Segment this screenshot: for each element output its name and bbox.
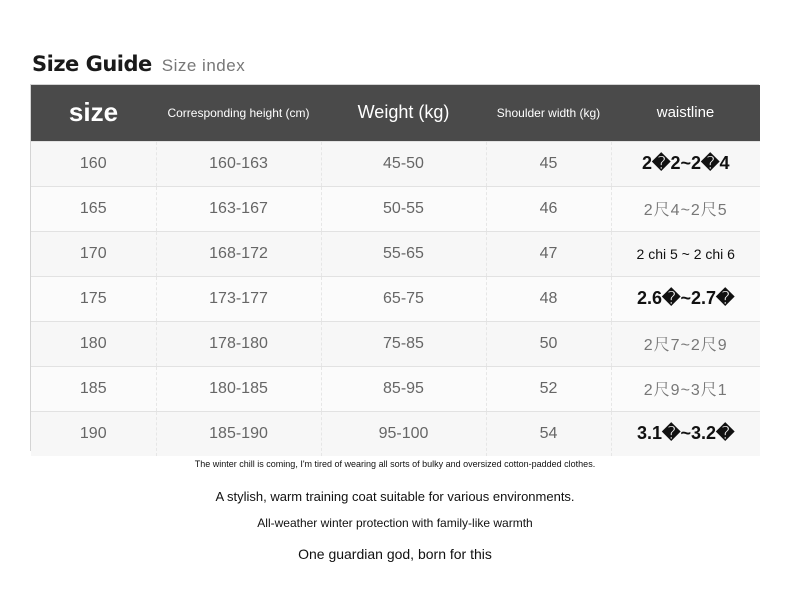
header xyxy=(32,52,245,76)
footer-line-3: All-weather winter protection with family-like warmth xyxy=(257,516,533,530)
column-header-waistline: waistline xyxy=(656,104,715,122)
cell-waist: 2 chi 5 ~ 2 chi 6 xyxy=(636,245,735,262)
column-header-weight: Weight (kg) xyxy=(357,102,450,123)
cell-shoulder: 50 xyxy=(486,321,611,366)
cell-weight: 85-95 xyxy=(321,366,486,411)
table-row xyxy=(31,321,760,366)
cell-shoulder: 52 xyxy=(486,366,611,411)
cell-height: 168-172 xyxy=(156,231,321,276)
cell-shoulder: 48 xyxy=(486,276,611,321)
cell-waist: 2�2~2�4 xyxy=(642,153,730,173)
table-row xyxy=(31,366,760,411)
footer-line-4: One guardian god, born for this xyxy=(298,546,492,562)
cell-height: 185-190 xyxy=(156,411,321,456)
footer-line-1: The winter chill is coming, I'm tired of wearing all sorts of bulky and oversized cotton-padded clothes. xyxy=(194,459,596,469)
page-title: Size Guide xyxy=(32,52,152,76)
table-row xyxy=(31,231,760,276)
cell-size: 160 xyxy=(31,141,156,186)
cell-size: 185 xyxy=(31,366,156,411)
cell-waist: 2尺9~3尺1 xyxy=(643,382,728,399)
cell-weight: 55-65 xyxy=(321,231,486,276)
cell-waist: 2.6�~2.7� xyxy=(637,288,735,308)
table-row xyxy=(31,411,760,456)
page-subtitle: Size index xyxy=(161,56,246,75)
size-table xyxy=(30,84,759,451)
column-header-height: Corresponding height (cm) xyxy=(167,105,310,120)
cell-height: 180-185 xyxy=(156,366,321,411)
cell-waist: 2尺4~2尺5 xyxy=(643,202,728,219)
table-header-row xyxy=(31,85,760,141)
cell-size: 165 xyxy=(31,186,156,231)
cell-waist: 3.1�~3.2� xyxy=(637,423,735,444)
cell-weight: 50-55 xyxy=(321,186,486,231)
cell-height: 178-180 xyxy=(156,321,321,366)
cell-height: 173-177 xyxy=(156,276,321,321)
cell-size: 175 xyxy=(31,276,156,321)
cell-size: 180 xyxy=(31,321,156,366)
cell-height: 160-163 xyxy=(156,141,321,186)
cell-shoulder: 47 xyxy=(486,231,611,276)
table-row xyxy=(31,276,760,321)
footer-line-2: A stylish, warm training coat suitable for various environments. xyxy=(215,489,575,504)
table-row xyxy=(31,186,760,231)
table-row xyxy=(31,141,760,186)
cell-waist: 2尺7~2尺9 xyxy=(643,337,728,354)
cell-shoulder: 45 xyxy=(486,141,611,186)
column-header-size: size xyxy=(68,97,119,128)
cell-weight: 45-50 xyxy=(321,141,486,186)
cell-shoulder: 54 xyxy=(486,411,611,456)
column-header-shoulder: Shoulder width (kg) xyxy=(496,105,601,120)
cell-weight: 95-100 xyxy=(321,411,486,456)
cell-size: 190 xyxy=(31,411,156,456)
cell-size: 170 xyxy=(31,231,156,276)
cell-weight: 65-75 xyxy=(321,276,486,321)
cell-height: 163-167 xyxy=(156,186,321,231)
cell-weight: 75-85 xyxy=(321,321,486,366)
cell-shoulder: 46 xyxy=(486,186,611,231)
